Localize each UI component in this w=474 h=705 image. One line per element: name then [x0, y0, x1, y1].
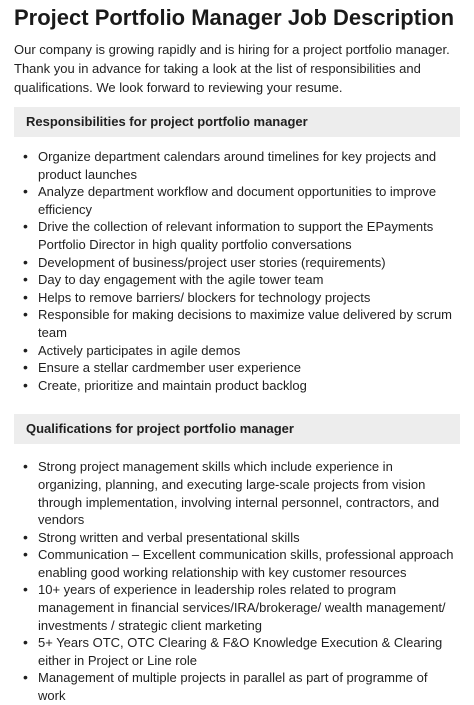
list-item: • Development of business/project user stories (requirements): [38, 254, 458, 272]
list-item: • Management of multiple projects in parallel as part of programme of work: [38, 669, 458, 704]
list-item: • Ensure a stellar cardmember user experience: [38, 359, 458, 377]
qualifications-list: [0, 458, 458, 704]
list-item: • Create, prioritize and maintain product backlog: [38, 377, 458, 395]
list-item: • Strong project management skills which include experience in organizing, planning, and executing large-scale projects from vision through implementation, involving internal personnel, contractors, and vendors: [38, 458, 458, 528]
list-item: • Organize department calendars around timelines for key projects and product launches: [38, 148, 458, 183]
page-title: Project Portfolio Manager Job Description: [14, 5, 455, 30]
list-item: • Day to day engagement with the agile tower team: [38, 271, 458, 289]
list-item: • Helps to remove barriers/ blockers for technology projects: [38, 289, 458, 307]
list-item: • Drive the collection of relevant information to support the EPayments Portfolio Director in high quality portfolio conversations: [38, 218, 458, 253]
responsibilities-list: [0, 148, 458, 394]
qualifications-section: [0, 414, 474, 704]
qualifications-heading: Qualifications for project portfolio manager: [14, 414, 460, 444]
responsibilities-section: [0, 107, 474, 394]
responsibilities-heading: Responsibilities for project portfolio manager: [14, 107, 460, 137]
intro-paragraph: Our company is growing rapidly and is hiring for a project portfolio manager. Thank you in advance for taking a look at the list of responsibilities and qualifications. We look forward to reviewing your resume.: [14, 42, 450, 95]
list-item: • 5+ Years OTC, OTC Clearing & F&O Knowledge Execution & Clearing either in Project or Line role: [38, 634, 458, 669]
list-item: • Communication – Excellent communication skills, professional approach enabling good working relationship with key customer resources: [38, 546, 458, 581]
list-item: • 10+ years of experience in leadership roles related to program management in financial services/IRA/brokerage/ wealth management/ investments / strategic client marketing: [38, 581, 458, 634]
list-item: • Actively participates in agile demos: [38, 342, 458, 360]
list-item: • Analyze department workflow and document opportunities to improve efficiency: [38, 183, 458, 218]
list-item: • Strong written and verbal presentational skills: [38, 529, 458, 547]
list-item: • Responsible for making decisions to maximize value delivered by scrum team: [38, 306, 458, 341]
